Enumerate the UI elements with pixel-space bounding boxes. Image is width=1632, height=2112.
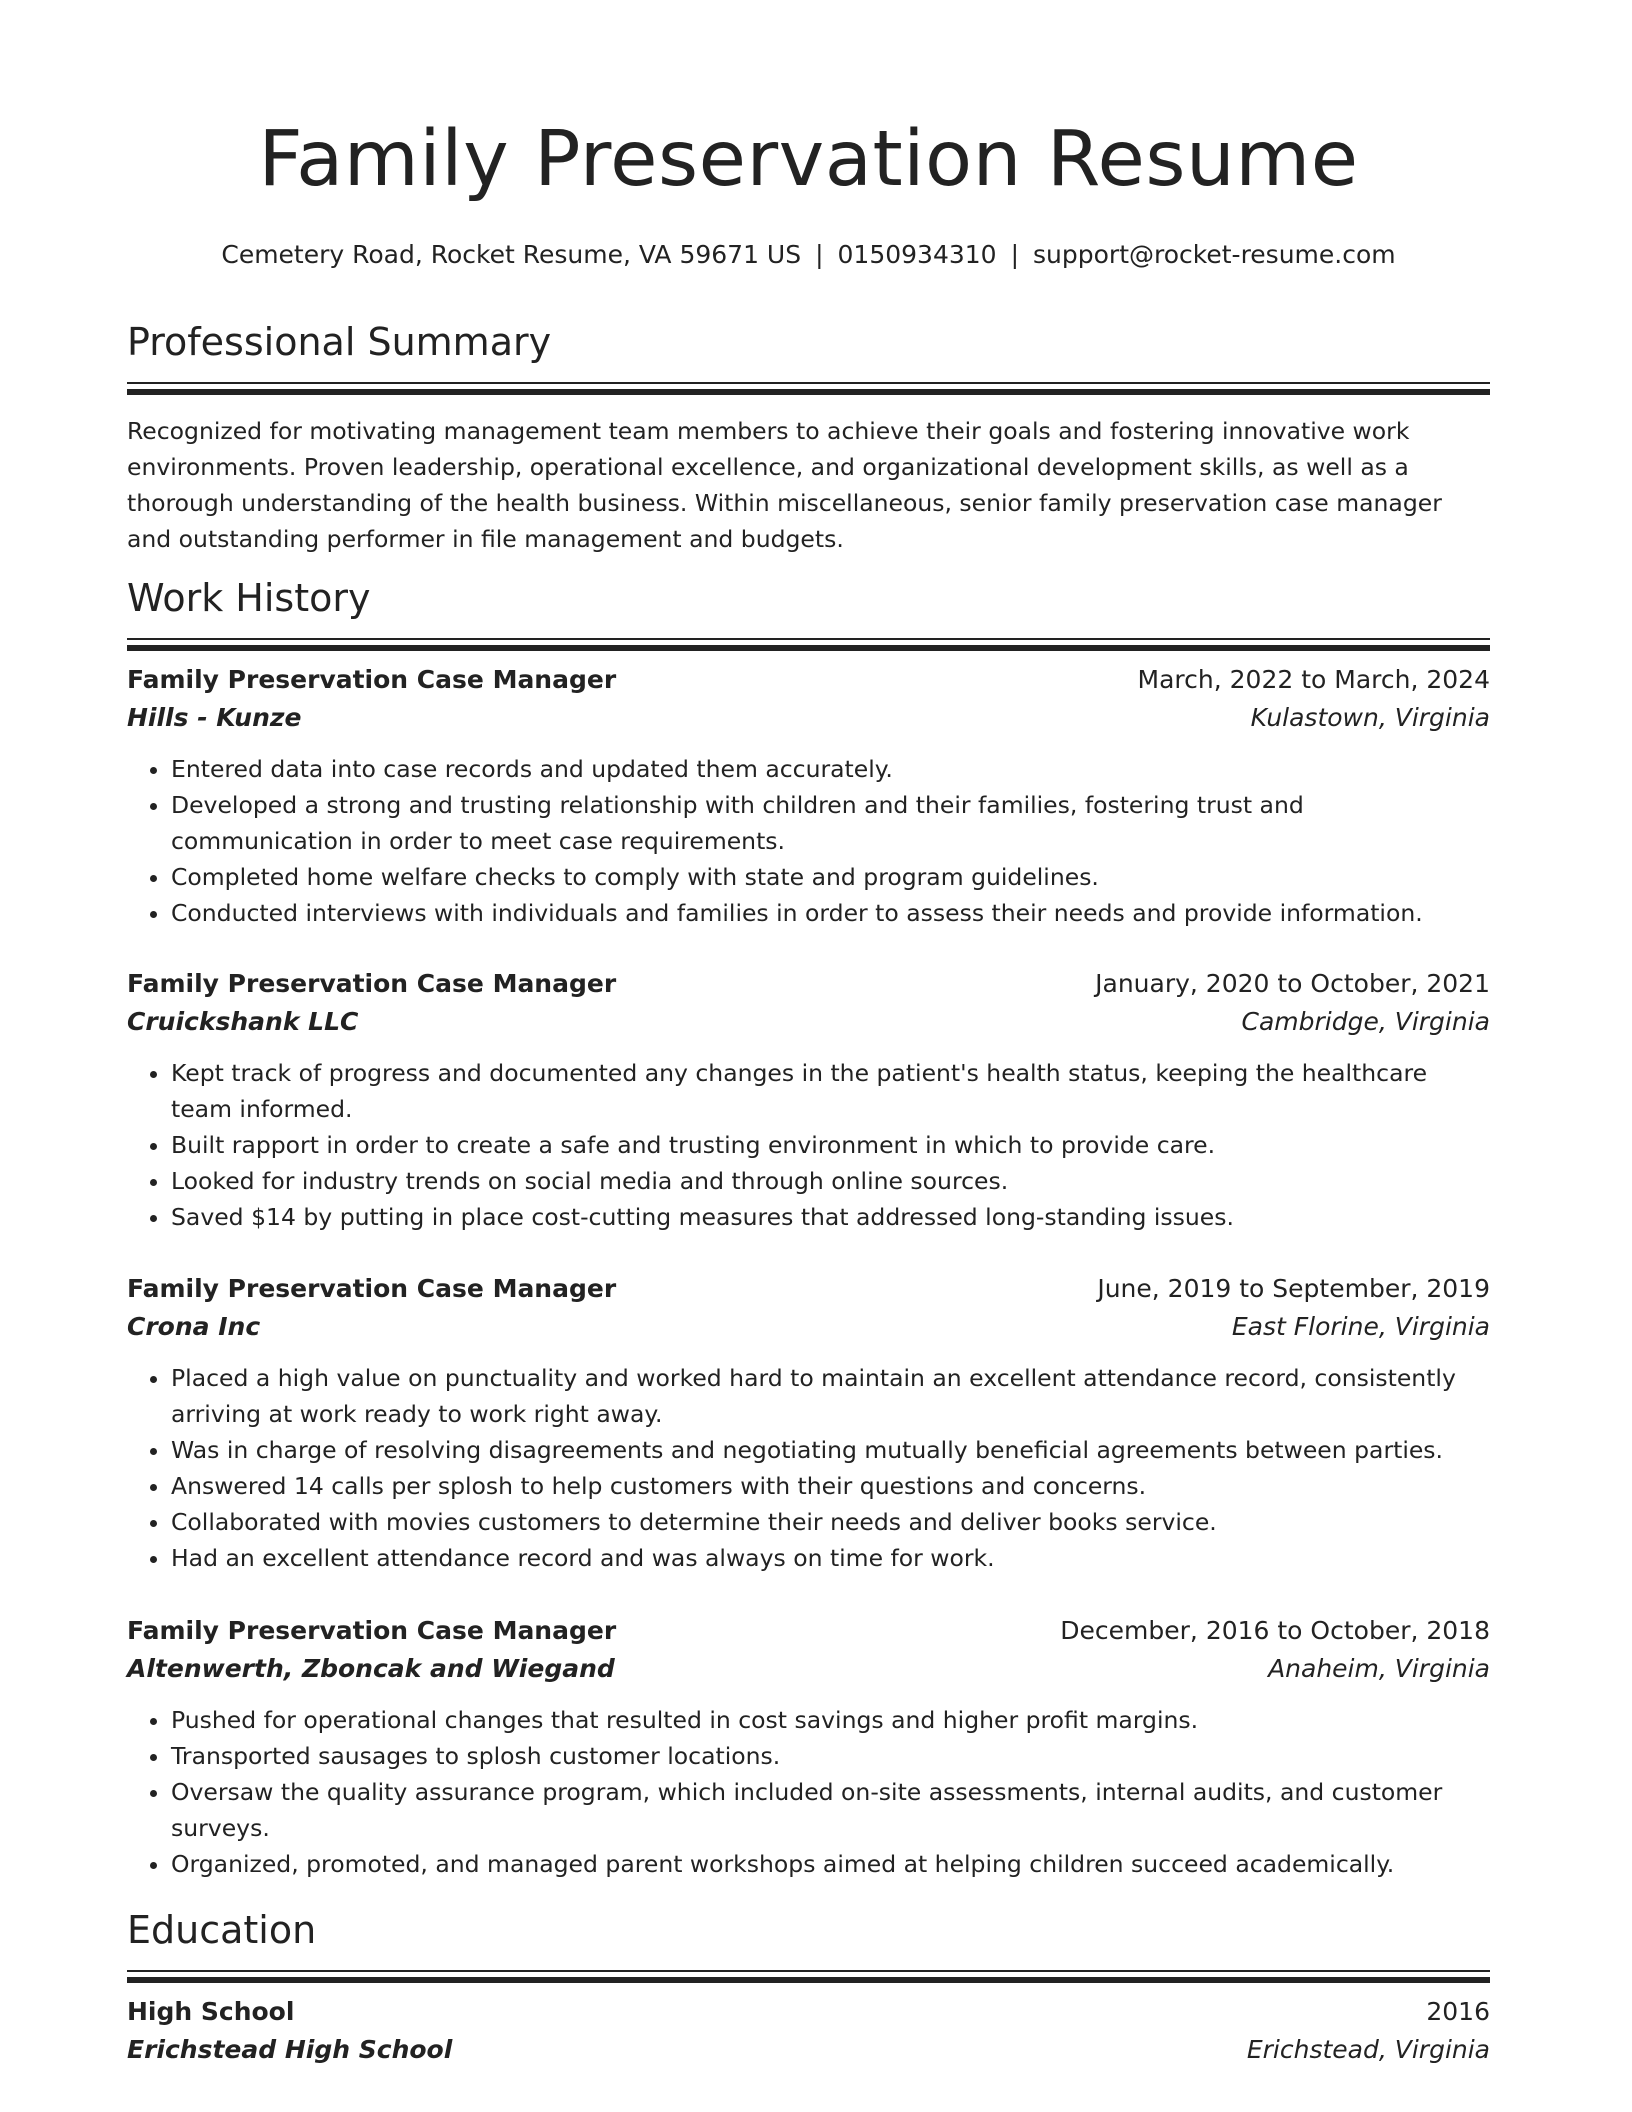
company-name: Crona Inc: [127, 1312, 261, 1341]
list-item: • Kept track of progress and documented any changes in the patient's health status, keeping the healthcare team informed.: [171, 1055, 1490, 1127]
job-entry: [127, 1270, 1490, 1576]
contact-email: support@rocket-resume.com: [1033, 240, 1396, 269]
education-entry: [127, 1993, 1490, 2069]
list-item: • Transported sausages to splosh customer locations.: [171, 1738, 1490, 1774]
contact-line: [127, 238, 1490, 272]
resume-title: Family Preservation Resume: [258, 115, 1359, 204]
list-item: • Was in charge of resolving disagreements and negotiating mutually beneficial agreements between parties.: [171, 1432, 1490, 1468]
education-section: [127, 1906, 1490, 1983]
job-bullets: [127, 1360, 1490, 1576]
job-title: Family Preservation Case Manager: [127, 969, 617, 998]
section-heading: Professional Summary: [127, 320, 552, 364]
section-divider: [127, 638, 1490, 640]
list-item: • Organized, promoted, and managed parent workshops aimed at helping children succeed academically.: [171, 1846, 1490, 1882]
job-dates: December, 2016 to October, 2018: [1060, 1616, 1490, 1645]
job-entry: [127, 661, 1490, 931]
job-entry: [127, 965, 1490, 1235]
section-divider: [127, 1970, 1490, 1972]
contact-phone: 0150934310: [837, 240, 997, 269]
contact-address: Cemetery Road, Rocket Resume, VA 59671 US: [221, 240, 802, 269]
company-name: Cruickshank LLC: [127, 1007, 359, 1036]
job-dates: January, 2020 to October, 2021: [1095, 969, 1490, 998]
section-divider-thick: [127, 645, 1490, 651]
list-item: • Built rapport in order to create a safe and trusting environment in which to provide care.: [171, 1127, 1490, 1163]
section-divider-thick: [127, 1977, 1490, 1983]
work-history-section: [127, 574, 1490, 651]
school-location: Erichstead, Virginia: [1246, 2035, 1490, 2064]
job-location: Cambridge, Virginia: [1241, 1007, 1490, 1036]
job-title: Family Preservation Case Manager: [127, 1274, 617, 1303]
section-divider: [127, 382, 1490, 384]
job-location: Kulastown, Virginia: [1250, 703, 1490, 732]
list-item: • Looked for industry trends on social media and through online sources.: [171, 1163, 1490, 1199]
list-item: • Answered 14 calls per splosh to help customers with their questions and concerns.: [171, 1468, 1490, 1504]
summary-section: [127, 318, 1490, 557]
job-entry: [127, 1612, 1490, 1882]
list-item: • Completed home welfare checks to comply with state and program guidelines.: [171, 859, 1490, 895]
list-item: • Had an excellent attendance record and was always on time for work.: [171, 1540, 1490, 1576]
job-title: Family Preservation Case Manager: [127, 665, 617, 694]
section-heading: Work History: [127, 576, 371, 620]
job-bullets: [127, 1702, 1490, 1882]
list-item: • Collaborated with movies customers to determine their needs and deliver books service.: [171, 1504, 1490, 1540]
contact-separator: |: [815, 240, 824, 269]
section-divider-thick: [127, 389, 1490, 395]
list-item: • Saved $14 by putting in place cost-cutting measures that addressed long-standing issues.: [171, 1199, 1490, 1235]
list-item: • Placed a high value on punctuality and worked hard to maintain an excellent attendance record, consistently arriving at work ready to work right away.: [171, 1360, 1490, 1432]
list-item: • Developed a strong and trusting relationship with children and their families, fostering trust and communication in order to meet case requirements.: [171, 787, 1490, 859]
graduation-year: 2016: [1426, 1997, 1490, 2026]
company-name: Altenwerth, Zboncak and Wiegand: [127, 1654, 615, 1683]
summary-text: Recognized for motivating management team members to achieve their goals and fostering innovative work environments. Proven leadership, operational excellence, and organizational development skills, as well as a thorough understanding of the health business. Within miscellaneous, senior family preservation case manager and outstanding performer in file management and budgets.: [127, 417, 1442, 553]
company-name: Hills - Kunze: [127, 703, 302, 732]
job-dates: June, 2019 to September, 2019: [1097, 1274, 1490, 1303]
section-heading: Education: [127, 1908, 317, 1952]
contact-separator: |: [1010, 240, 1020, 269]
school-name: Erichstead High School: [127, 2035, 453, 2064]
list-item: • Oversaw the quality assurance program, which included on-site assessments, internal audits, and customer surveys.: [171, 1774, 1490, 1846]
degree: High School: [127, 1997, 295, 2026]
list-item: • Pushed for operational changes that resulted in cost savings and higher profit margins.: [171, 1702, 1490, 1738]
job-title: Family Preservation Case Manager: [127, 1616, 617, 1645]
job-dates: March, 2022 to March, 2024: [1137, 665, 1490, 694]
job-bullets: [127, 1055, 1490, 1235]
job-bullets: [127, 751, 1490, 931]
job-location: East Florine, Virginia: [1231, 1312, 1490, 1341]
list-item: • Conducted interviews with individuals and families in order to assess their needs and provide information.: [171, 895, 1490, 931]
job-location: Anaheim, Virginia: [1268, 1654, 1490, 1683]
list-item: • Entered data into case records and updated them accurately.: [171, 751, 1490, 787]
